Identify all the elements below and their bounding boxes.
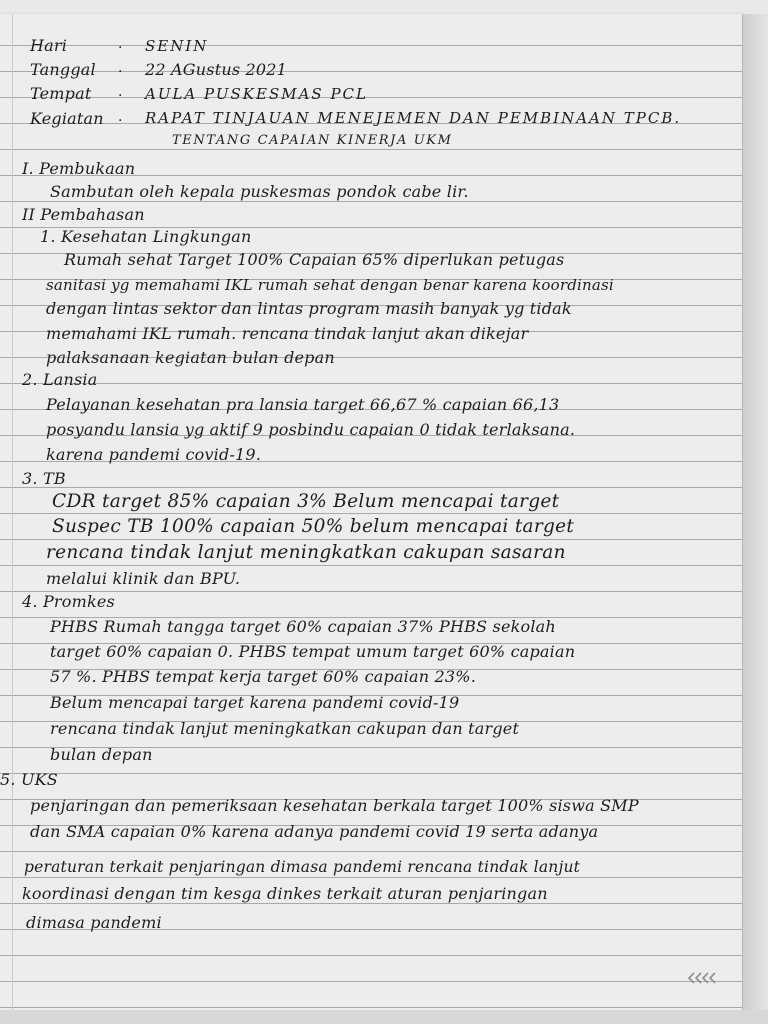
uks-line: koordinasi dengan tim kesga dinkes terkait aturan penjaringan (22, 884, 548, 903)
uks-line: peraturan terkait penjaringan dimasa pandemi rencana tindak lanjut (24, 858, 581, 876)
lansia-heading: 2. Lansia (22, 370, 98, 389)
kesling-line: palaksanaan kegiatan bulan depan (46, 348, 335, 367)
pembukaan-text: Sambutan oleh kepala puskesmas pondok cabe lir. (50, 182, 469, 201)
kegiatan-value: RAPAT TINJAUAN MENEJEMEN DAN PEMBINAAN TPCB. (145, 109, 682, 127)
promkes-line: PHBS Rumah tangga target 60% capaian 37% PHBS sekolah (50, 617, 556, 636)
tanggal-label: Tanggal (30, 60, 96, 79)
promkes-heading: 4. Promkes (22, 592, 115, 611)
separator: · (118, 64, 123, 80)
tb-line: rencana tindak lanjut meningkatkan cakupan sasaran (46, 542, 566, 563)
pembukaan-heading: I. Pembukaan (22, 159, 136, 178)
promkes-line: Belum mencapai target karena pandemi covid-19 (50, 693, 460, 712)
next-page-edge (742, 14, 768, 1010)
uks-line: penjaringan dan pemeriksaan kesehatan berkala target 100% siswa SMP (30, 796, 639, 815)
bottom-band (0, 1010, 768, 1024)
kegiatan-label: Kegiatan (30, 109, 104, 128)
lansia-line: posyandu lansia yg aktif 9 posbindu capaian 0 tidak terlaksana. (46, 420, 576, 439)
hari-label: Hari (30, 36, 68, 55)
tb-heading: 3. TB (22, 469, 66, 488)
promkes-line: bulan depan (50, 745, 153, 764)
tempat-label: Tempat (30, 84, 92, 103)
promkes-line: 57 %. PHBS tempat kerja target 60% capaian 23%. (50, 667, 476, 686)
hari-value: SENIN (145, 37, 209, 55)
kegiatan-value-continued: TENTANG CAPAIAN KINERJA UKM (172, 133, 453, 148)
margin-line (12, 14, 13, 1010)
pembahasan-heading: II Pembahasan (22, 205, 145, 224)
kesling-line: Rumah sehat Target 100% Capaian 65% diperlukan petugas (64, 250, 565, 269)
kesling-line: memahami IKL rumah. rencana tindak lanjut akan dikejar (46, 324, 529, 343)
promkes-line: target 60% capaian 0. PHBS tempat umum target 60% capaian (50, 642, 576, 661)
uks-line: dan SMA capaian 0% karena adanya pandemi covid 19 serta adanya (30, 822, 599, 841)
separator: · (118, 113, 123, 129)
separator: · (118, 88, 123, 104)
tb-line: Suspec TB 100% capaian 50% belum mencapai target (52, 516, 575, 537)
tempat-value: AULA PUSKESMAS PCL (145, 85, 368, 103)
promkes-line: rencana tindak lanjut meningkatkan cakupan dan target (50, 719, 520, 738)
tb-line: CDR target 85% capaian 3% Belum mencapai target (52, 491, 560, 512)
lansia-line: Pelayanan kesehatan pra lansia target 66,67 % capaian 66,13 (46, 395, 560, 414)
kesling-line: dengan lintas sektor dan lintas program masih banyak yg tidak (46, 299, 572, 318)
lansia-line: karena pandemi covid-19. (46, 445, 262, 464)
tb-line: melalui klinik dan BPU. (46, 569, 241, 588)
kesling-line: sanitasi yg memahami IKL rumah sehat dengan benar karena koordinasi (46, 276, 614, 294)
notebook-page (0, 14, 742, 1010)
uks-line: dimasa pandemi (26, 913, 162, 932)
tanggal-value: 22 AGustus 2021 (145, 60, 288, 79)
kesling-heading: 1. Kesehatan Lingkungan (40, 227, 252, 246)
separator: · (118, 40, 123, 56)
uks-heading: 5. UKS (0, 770, 58, 789)
chevrons-icon (688, 970, 718, 986)
